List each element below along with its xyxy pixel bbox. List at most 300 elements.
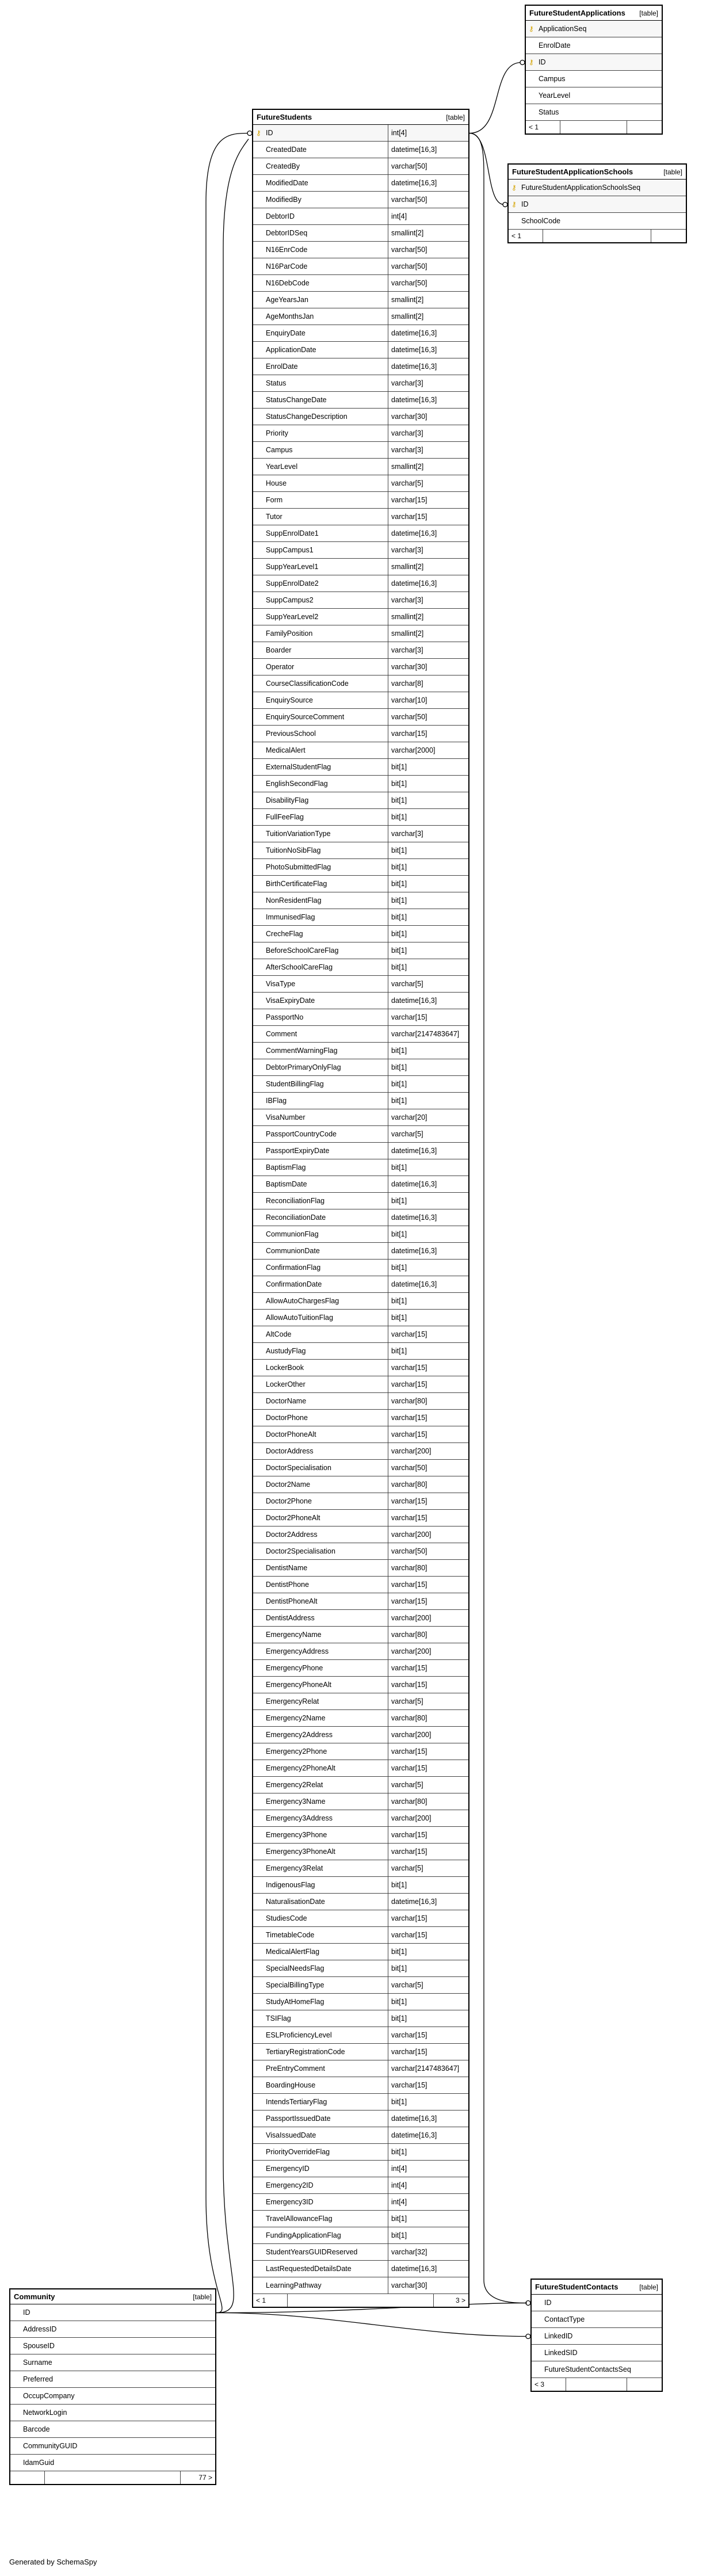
column-row[interactable] (253, 1076, 468, 1093)
column-row[interactable] (253, 2027, 468, 2044)
column-row[interactable] (253, 559, 468, 575)
crow-foot-marker (247, 131, 252, 136)
column-name-text: FundingApplicationFlag (266, 2231, 341, 2239)
column-type: varchar[15] (388, 1426, 468, 1442)
column-row[interactable] (253, 142, 468, 158)
column-row[interactable] (253, 1376, 468, 1393)
column-row[interactable] (253, 659, 468, 676)
column-row[interactable] (253, 876, 468, 892)
column-name-text: AltCode (266, 1330, 292, 1338)
column-row[interactable] (253, 442, 468, 459)
column-name (253, 329, 388, 337)
table-kind-label: [table] (446, 113, 465, 121)
column-type: varchar[32] (388, 2244, 468, 2260)
column-row[interactable] (253, 1877, 468, 1894)
column-name-text: DentistPhone (266, 1581, 310, 1589)
column-type: datetime[16,3] (388, 525, 468, 541)
column-name (253, 1931, 388, 1939)
table-name: FutureStudentApplications (529, 9, 625, 17)
column-name (253, 2048, 388, 2056)
column-name-text: MedicalAlert (266, 746, 306, 754)
column-name (253, 2014, 388, 2022)
column-row[interactable] (532, 2345, 662, 2361)
column-type: smallint[2] (388, 609, 468, 625)
column-name (253, 1581, 388, 1589)
column-row[interactable] (253, 1710, 468, 1727)
column-name (253, 2064, 388, 2073)
column-row[interactable] (253, 275, 468, 292)
table-future-student-applications[interactable] (525, 5, 663, 135)
column-row[interactable] (253, 2127, 468, 2144)
column-row[interactable] (253, 1226, 468, 1243)
column-name-text: Emergency2Relat (266, 1781, 323, 1789)
column-row[interactable] (253, 2060, 468, 2077)
column-row[interactable] (253, 1243, 468, 1260)
table-future-student-application-schools[interactable] (507, 163, 687, 243)
footer-spacer (560, 121, 627, 133)
column-name (253, 1464, 388, 1472)
column-row[interactable] (253, 225, 468, 242)
column-row[interactable] (253, 1693, 468, 1710)
column-name-text: LinkedID (544, 2332, 573, 2340)
column-row[interactable] (253, 325, 468, 342)
column-row[interactable] (253, 1994, 468, 2010)
column-type: varchar[15] (388, 1009, 468, 1025)
column-row[interactable] (253, 1894, 468, 1910)
column-row[interactable] (253, 976, 468, 993)
column-row[interactable] (253, 1593, 468, 1610)
column-row[interactable] (10, 2371, 215, 2388)
column-row[interactable] (253, 1543, 468, 1560)
column-type: varchar[2147483647] (388, 1026, 468, 1042)
column-row[interactable] (10, 2304, 215, 2321)
column-row[interactable] (253, 625, 468, 642)
column-row[interactable] (253, 1360, 468, 1376)
column-name-text: StudyAtHomeFlag (266, 1998, 324, 2006)
column-name (253, 1030, 388, 1038)
column-name-text: AgeMonthsJan (266, 312, 314, 320)
column-name-text: Status (266, 379, 287, 387)
column-row[interactable] (253, 1043, 468, 1059)
primary-key-icon: ⚷ (529, 58, 534, 66)
column-name (253, 446, 388, 454)
column-row[interactable] (10, 2405, 215, 2421)
column-type: varchar[20] (388, 1109, 468, 1125)
column-name (253, 813, 388, 821)
column-type: smallint[2] (388, 459, 468, 475)
column-row[interactable] (253, 1760, 468, 1777)
column-row[interactable] (253, 1209, 468, 1226)
column-row[interactable] (253, 409, 468, 425)
column-name (253, 1447, 388, 1455)
column-row[interactable] (509, 196, 686, 213)
column-row[interactable] (253, 492, 468, 509)
column-row[interactable] (253, 1009, 468, 1026)
column-row[interactable] (253, 1844, 468, 1860)
column-row[interactable] (526, 71, 662, 87)
column-row[interactable] (253, 2161, 468, 2177)
column-type: bit[1] (388, 809, 468, 825)
column-name-text: Preferred (23, 2375, 54, 2383)
column-name-text: YearLevel (539, 91, 571, 100)
column-name-text: BaptismFlag (266, 1163, 306, 1171)
column-name (253, 1597, 388, 1605)
column-type: varchar[15] (388, 1326, 468, 1342)
column-name (253, 846, 388, 854)
column-row[interactable] (10, 2354, 215, 2371)
column-row[interactable] (532, 2295, 662, 2311)
column-row[interactable] (253, 1643, 468, 1660)
column-type: bit[1] (388, 842, 468, 858)
column-row[interactable] (253, 2094, 468, 2111)
column-row[interactable] (253, 1393, 468, 1410)
column-name (253, 463, 388, 471)
column-name-text: EmergencyID (266, 2165, 310, 2173)
column-type: varchar[5] (388, 1693, 468, 1709)
column-name (253, 246, 388, 254)
column-row[interactable] (10, 2321, 215, 2338)
column-row[interactable] (253, 358, 468, 375)
column-row[interactable] (253, 1143, 468, 1159)
column-row[interactable] (253, 1827, 468, 1844)
column-row[interactable] (253, 2044, 468, 2060)
column-name (253, 1764, 388, 1772)
column-type: varchar[5] (388, 475, 468, 491)
column-row[interactable] (253, 1960, 468, 1977)
column-row[interactable] (253, 575, 468, 592)
column-row[interactable] (253, 776, 468, 792)
column-row[interactable] (253, 1426, 468, 1443)
column-row[interactable] (253, 2194, 468, 2211)
column-name-text: Emergency2Name (266, 1714, 326, 1722)
column-row[interactable] (253, 1526, 468, 1543)
column-name-text: IntendsTertiaryFlag (266, 2098, 327, 2106)
column-name (532, 2332, 662, 2340)
column-row[interactable] (253, 1493, 468, 1510)
footer-parent-count[interactable]: < 1 (253, 2294, 288, 2307)
column-name-text: EnquirySource (266, 696, 313, 704)
column-row[interactable] (253, 2010, 468, 2027)
column-row[interactable] (253, 1727, 468, 1743)
column-name (526, 75, 662, 83)
column-row[interactable] (253, 342, 468, 358)
column-name (253, 2165, 388, 2173)
column-name (253, 2231, 388, 2239)
column-row[interactable] (253, 1476, 468, 1493)
column-row[interactable] (526, 37, 662, 54)
column-name-text: VisaNumber (266, 1113, 306, 1121)
column-row[interactable] (253, 692, 468, 709)
column-type: bit[1] (388, 792, 468, 808)
column-name (253, 229, 388, 237)
footer-parent-count[interactable]: < 3 (532, 2378, 566, 2391)
column-name-text: DoctorPhone (266, 1414, 308, 1422)
table-future-student-contacts[interactable] (530, 2279, 663, 2392)
column-type: bit[1] (388, 1226, 468, 1242)
column-name-text: FutureStudentContactsSeq (544, 2365, 631, 2373)
column-row[interactable] (253, 592, 468, 609)
column-row[interactable] (253, 1510, 468, 1526)
column-name-text: ApplicationSeq (539, 25, 587, 33)
column-type: varchar[5] (388, 1777, 468, 1793)
column-row[interactable] (253, 742, 468, 759)
column-row[interactable] (253, 1743, 468, 1760)
column-row[interactable] (253, 1310, 468, 1326)
column-name-text: EnrolDate (266, 362, 298, 371)
column-row[interactable] (253, 1793, 468, 1810)
table-name: Community (14, 2292, 55, 2301)
column-row[interactable] (253, 1660, 468, 1677)
column-name-text: ModifiedDate (266, 179, 308, 187)
column-row[interactable] (253, 158, 468, 175)
column-type: bit[1] (388, 1343, 468, 1359)
column-name (253, 880, 388, 888)
column-row[interactable] (253, 826, 468, 842)
column-name-text: DentistName (266, 1564, 308, 1572)
column-row[interactable] (253, 792, 468, 809)
column-row[interactable] (253, 258, 468, 275)
column-name (253, 1964, 388, 1972)
column-name (253, 696, 388, 704)
column-type: bit[1] (388, 1159, 468, 1176)
column-row[interactable] (253, 1276, 468, 1293)
column-row[interactable] (253, 726, 468, 742)
column-row[interactable] (253, 308, 468, 325)
column-name-text: StudentYearsGUIDReserved (266, 2248, 358, 2256)
column-row[interactable] (253, 475, 468, 492)
column-type: varchar[30] (388, 659, 468, 675)
column-type: varchar[200] (388, 1727, 468, 1743)
column-row[interactable] (253, 2111, 468, 2127)
column-name (253, 713, 388, 721)
column-name-text: Emergency3ID (266, 2198, 314, 2206)
column-row[interactable] (253, 1560, 468, 1577)
column-type: bit[1] (388, 2144, 468, 2160)
column-name-text: AfterSchoolCareFlag (266, 963, 333, 971)
column-name-text: AllowAutoChargesFlag (266, 1297, 339, 1305)
column-row[interactable] (526, 104, 662, 121)
table-kind-label: [table] (639, 9, 658, 17)
column-row[interactable] (253, 1293, 468, 1310)
footer-child-count[interactable] (627, 2378, 662, 2391)
column-name-text: FutureStudentApplicationSchoolsSeq (521, 184, 641, 192)
column-name (10, 2392, 215, 2400)
column-row[interactable] (253, 709, 468, 726)
column-row[interactable] (253, 1910, 468, 1927)
column-name (10, 2409, 215, 2417)
column-row[interactable] (253, 242, 468, 258)
column-name-text: CreatedDate (266, 146, 307, 154)
column-row[interactable] (253, 1176, 468, 1193)
footer-child-count[interactable] (651, 230, 686, 242)
column-row[interactable] (253, 892, 468, 909)
column-name (253, 1747, 388, 1756)
column-row[interactable] (10, 2421, 215, 2438)
column-row[interactable] (253, 175, 468, 192)
column-row[interactable] (10, 2455, 215, 2471)
column-name (253, 1864, 388, 1872)
column-row[interactable] (526, 21, 662, 37)
column-type: varchar[15] (388, 2044, 468, 2060)
footer-parent-count[interactable]: < 1 (509, 230, 543, 242)
column-name (253, 613, 388, 621)
column-row[interactable] (253, 525, 468, 542)
column-name (253, 2265, 388, 2273)
column-type: varchar[15] (388, 2027, 468, 2043)
column-row[interactable] (253, 942, 468, 959)
column-row[interactable] (253, 759, 468, 776)
footer-child-count[interactable]: 77 > (198, 2474, 212, 2482)
column-row[interactable] (253, 1126, 468, 1143)
column-name (253, 1631, 388, 1639)
footer-parent-count[interactable] (10, 2471, 45, 2484)
column-row[interactable] (532, 2328, 662, 2345)
column-name-text: LockerBook (266, 1364, 304, 1372)
column-row[interactable] (526, 54, 662, 71)
column-row[interactable] (253, 125, 468, 142)
column-name (253, 1180, 388, 1188)
column-name (253, 1914, 388, 1922)
column-row[interactable] (509, 213, 686, 230)
column-row[interactable] (532, 2361, 662, 2378)
column-name (253, 1781, 388, 1789)
column-name-text: TertiaryRegistrationCode (266, 2048, 345, 2056)
column-type: varchar[80] (388, 1560, 468, 1576)
column-row[interactable] (10, 2338, 215, 2354)
column-row[interactable] (10, 2388, 215, 2405)
column-row[interactable] (253, 459, 468, 475)
column-name (253, 1280, 388, 1288)
column-row[interactable] (253, 1326, 468, 1343)
column-name-text: DebtorID (266, 212, 295, 220)
column-row[interactable] (253, 2227, 468, 2244)
column-row[interactable] (253, 375, 468, 392)
column-name-text: Doctor2Name (266, 1480, 311, 1489)
column-row[interactable] (253, 1977, 468, 1994)
primary-key-icon: ⚷ (256, 129, 261, 137)
column-name-text: EnquiryDate (266, 329, 306, 337)
column-row[interactable] (253, 1460, 468, 1476)
column-row[interactable] (509, 180, 686, 196)
column-row[interactable] (253, 542, 468, 559)
column-name (10, 2359, 215, 2367)
column-row[interactable] (253, 859, 468, 876)
column-row[interactable] (253, 993, 468, 1009)
column-name (253, 2081, 388, 2089)
column-row[interactable] (253, 192, 468, 208)
column-name-text: ReconciliationFlag (266, 1197, 325, 1205)
column-row[interactable] (253, 642, 468, 659)
column-name-text: ConfirmationFlag (266, 1264, 321, 1272)
column-type: int[4] (388, 2161, 468, 2177)
crow-foot-marker (526, 2334, 530, 2339)
column-name (253, 947, 388, 955)
column-row[interactable] (253, 1627, 468, 1643)
column-row[interactable] (253, 1026, 468, 1043)
column-row[interactable] (253, 926, 468, 942)
column-row[interactable] (253, 609, 468, 625)
column-row[interactable] (253, 1193, 468, 1209)
column-name (509, 184, 686, 192)
column-row[interactable] (253, 1577, 468, 1593)
column-row[interactable] (253, 1059, 468, 1076)
column-row[interactable] (253, 1927, 468, 1944)
column-type: varchar[3] (388, 642, 468, 658)
column-row[interactable] (253, 1810, 468, 1827)
column-type: datetime[16,3] (388, 993, 468, 1009)
column-name (253, 1163, 388, 1171)
column-type: bit[1] (388, 1877, 468, 1893)
column-row[interactable] (253, 1260, 468, 1276)
column-type: bit[1] (388, 2211, 468, 2227)
column-row[interactable] (253, 292, 468, 308)
column-row[interactable] (10, 2438, 215, 2455)
column-type: varchar[15] (388, 1677, 468, 1693)
column-row[interactable] (253, 2277, 468, 2294)
footer-spacer (566, 2378, 627, 2391)
column-row[interactable] (253, 1443, 468, 1460)
column-row[interactable] (253, 1410, 468, 1426)
table-future-students[interactable] (252, 109, 469, 2308)
column-row[interactable] (253, 676, 468, 692)
column-name-text: PriorityOverrideFlag (266, 2148, 330, 2156)
column-row[interactable] (253, 1860, 468, 1877)
column-row[interactable] (253, 208, 468, 225)
column-row[interactable] (253, 2211, 468, 2227)
column-row[interactable] (253, 2177, 468, 2194)
column-row[interactable] (253, 2144, 468, 2161)
column-name (253, 196, 388, 204)
column-type: varchar[50] (388, 709, 468, 725)
column-type: varchar[15] (388, 1910, 468, 1926)
column-name (253, 2031, 388, 2039)
column-row[interactable] (253, 1093, 468, 1109)
column-name (253, 2248, 388, 2256)
column-row[interactable] (253, 959, 468, 976)
column-name-text: TuitionNoSibFlag (266, 846, 321, 854)
column-name (253, 579, 388, 587)
column-type: bit[1] (388, 859, 468, 875)
footer-child-count[interactable]: 3 > (455, 2296, 465, 2304)
column-row[interactable] (253, 2077, 468, 2094)
column-row[interactable] (526, 87, 662, 104)
column-type: smallint[2] (388, 225, 468, 241)
column-row[interactable] (253, 1677, 468, 1693)
column-row[interactable] (253, 1159, 468, 1176)
column-row[interactable] (532, 2311, 662, 2328)
column-row[interactable] (253, 2261, 468, 2277)
column-row[interactable] (253, 1944, 468, 1960)
footer-child-count[interactable] (627, 121, 662, 133)
column-name (10, 2325, 215, 2333)
column-row[interactable] (253, 1610, 468, 1627)
column-row[interactable] (253, 909, 468, 926)
column-row[interactable] (253, 509, 468, 525)
footer-parent-count[interactable]: < 1 (526, 121, 560, 133)
column-row[interactable] (253, 392, 468, 409)
column-row[interactable] (253, 2244, 468, 2261)
column-name-text: ID (539, 58, 546, 66)
column-row[interactable] (253, 1777, 468, 1793)
column-row[interactable] (253, 425, 468, 442)
table-community[interactable] (9, 2288, 216, 2485)
column-row[interactable] (253, 842, 468, 859)
column-name (253, 746, 388, 754)
column-type: varchar[5] (388, 1977, 468, 1993)
column-row[interactable] (253, 1109, 468, 1126)
column-row[interactable] (253, 1343, 468, 1360)
column-row[interactable] (253, 809, 468, 826)
